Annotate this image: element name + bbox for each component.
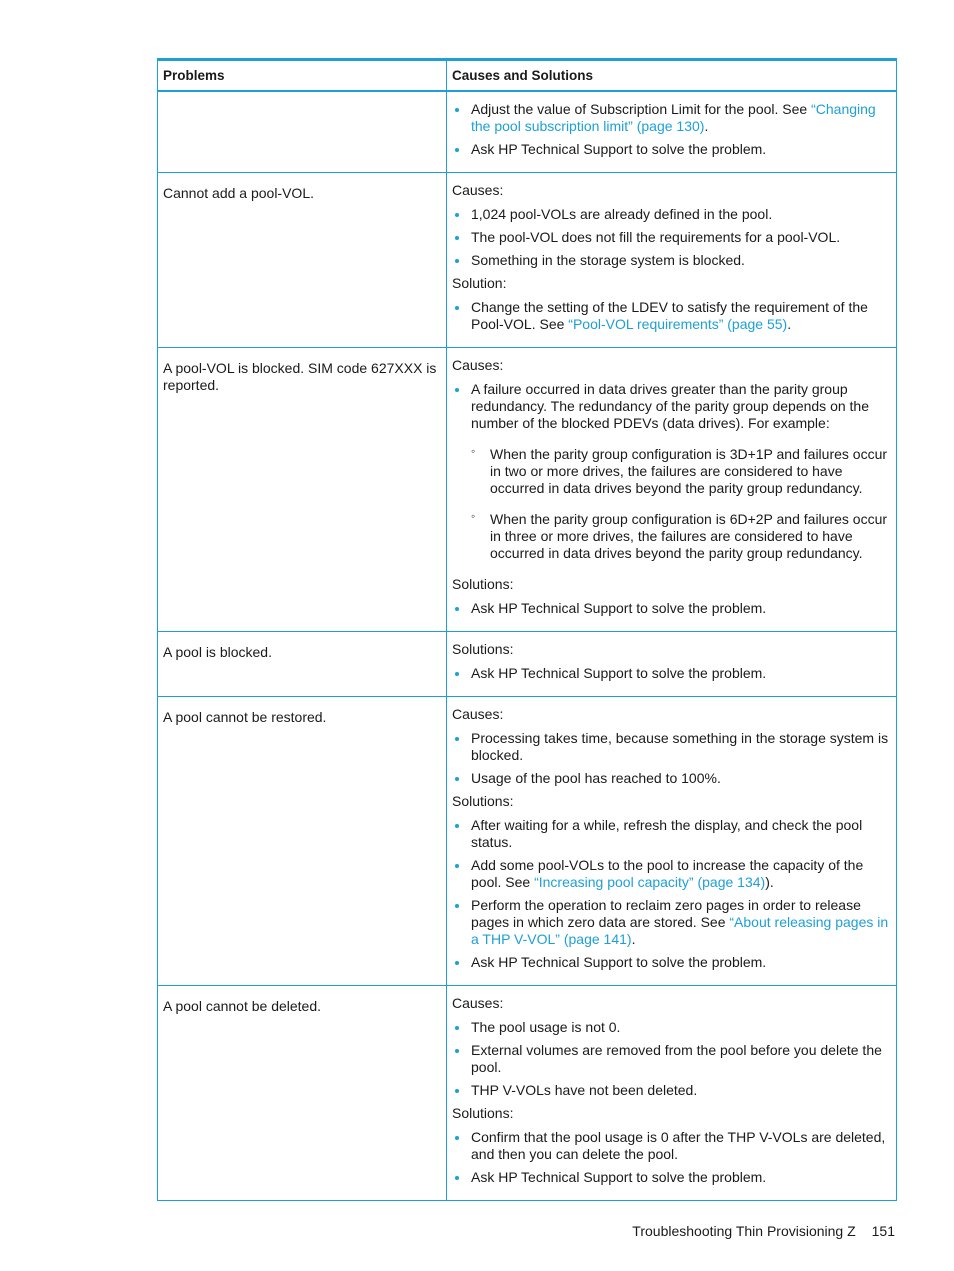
bullet-list — [452, 101, 890, 158]
link-changing-pool-subscription-limit[interactable]: “Changing the pool subscription limit” (page 130) — [471, 101, 876, 134]
list-item: External volumes are removed from the pool before you delete the pool. — [452, 1042, 890, 1076]
problem-cell: A pool is blocked. — [158, 632, 447, 697]
sub-list — [471, 446, 890, 562]
list-item: THP V-VOLs have not been deleted. — [452, 1082, 890, 1099]
causes-list — [452, 206, 890, 269]
text: ). — [765, 874, 774, 890]
causes-label: Causes: — [452, 182, 504, 198]
problem-cell: Cannot add a pool-VOL. — [158, 173, 447, 348]
solutions-list — [452, 817, 890, 971]
causes-list — [452, 730, 890, 787]
list-item: Ask HP Technical Support to solve the problem. — [452, 600, 890, 617]
list-item: Confirm that the pool usage is 0 after the THP V-VOLs are deleted, and then you can delete the pool. — [452, 1129, 890, 1163]
list-item: Ask HP Technical Support to solve the problem. — [452, 665, 890, 682]
text: Add some pool-VOLs to the pool to increase the capacity of the pool. See — [471, 857, 864, 890]
problem-cell: A pool-VOL is blocked. SIM code 627XXX is reported. — [158, 348, 447, 632]
problem-cell — [158, 91, 447, 173]
problem-cell: A pool cannot be deleted. — [158, 986, 447, 1201]
solution-cell — [447, 91, 897, 173]
list-item: Something in the storage system is blocked. — [452, 252, 890, 269]
list-item: The pool-VOL does not fill the requirements for a pool-VOL. — [452, 229, 890, 246]
solution-label: Solution: — [452, 275, 507, 291]
solution-cell — [447, 986, 897, 1201]
list-item: Processing takes time, because something in the storage system is blocked. — [452, 730, 890, 764]
list-item: Ask HP Technical Support to solve the problem. — [452, 1169, 890, 1186]
problem-cell: A pool cannot be restored. — [158, 697, 447, 986]
page-footer — [632, 1223, 895, 1240]
header-causes-solutions: Causes and Solutions — [447, 60, 897, 92]
list-item — [452, 381, 890, 562]
table-row — [158, 986, 897, 1201]
solutions-list — [452, 600, 890, 617]
text: Change the setting of the LDEV to satisfy the requirement of the Pool-VOL. See — [471, 299, 868, 332]
text: . — [704, 118, 709, 134]
link-pool-vol-requirements[interactable]: “Pool-VOL requirements” (page 55) — [568, 316, 788, 332]
solution-cell — [447, 348, 897, 632]
solutions-list — [452, 299, 890, 333]
solution-cell — [447, 697, 897, 986]
list-item — [452, 857, 890, 891]
text: . — [631, 931, 636, 947]
text: . — [787, 316, 792, 332]
table-row — [158, 348, 897, 632]
footer-title: Troubleshooting Thin Provisioning Z — [632, 1223, 856, 1239]
list-item: The pool usage is not 0. — [452, 1019, 890, 1036]
list-item: Usage of the pool has reached to 100%. — [452, 770, 890, 787]
solution-cell — [447, 173, 897, 348]
causes-list — [452, 1019, 890, 1099]
solution-cell — [447, 632, 897, 697]
solutions-label: Solutions: — [452, 641, 514, 657]
solutions-label: Solutions: — [452, 576, 514, 592]
sub-list-item: ◦ When the parity group configuration is 3D+1P and failures occur in two or more drives, the failures are considered to have occurred in data drives beyond the parity group redundancy. — [471, 446, 890, 497]
text: Adjust the value of Subscription Limit for the pool. See — [471, 101, 812, 117]
table-row — [158, 91, 897, 173]
text: Perform the operation to reclaim zero pages in order to release pages in which zero data are stored. See — [471, 897, 861, 930]
text: A failure occurred in data drives greater than the parity group redundancy. The redundancy of the parity group depends on the number of the blocked PDEVs (data drives). For example: — [471, 381, 869, 431]
list-item — [452, 897, 890, 948]
page-number: 151 — [871, 1223, 895, 1239]
header-problems: Problems — [158, 60, 447, 92]
link-increasing-pool-capacity[interactable]: “Increasing pool capacity” (page 134) — [534, 874, 766, 890]
causes-label: Causes: — [452, 357, 504, 373]
solutions-list — [452, 665, 890, 682]
table-row — [158, 173, 897, 348]
link-about-releasing-pages[interactable]: “About releasing pages in a THP V-VOL” (page 141) — [471, 914, 889, 947]
list-item — [452, 101, 890, 135]
solutions-label: Solutions: — [452, 1105, 514, 1121]
causes-label: Causes: — [452, 995, 504, 1011]
table-header-row — [158, 60, 897, 92]
sub-list-item: ◦ When the parity group configuration is 6D+2P and failures occur in three or more drives, the failures are considered to have occurred in data drives beyond the parity group redundancy. — [471, 511, 890, 562]
table-row — [158, 697, 897, 986]
troubleshooting-table — [157, 58, 897, 1201]
list-item: After waiting for a while, refresh the display, and check the pool status. — [452, 817, 890, 851]
table-row — [158, 632, 897, 697]
causes-label: Causes: — [452, 706, 504, 722]
list-item: 1,024 pool-VOLs are already defined in the pool. — [452, 206, 890, 223]
list-item: Ask HP Technical Support to solve the problem. — [452, 954, 890, 971]
list-item: Ask HP Technical Support to solve the problem. — [452, 141, 890, 158]
list-item — [452, 299, 890, 333]
solutions-label: Solutions: — [452, 793, 514, 809]
solutions-list — [452, 1129, 890, 1186]
causes-list — [452, 381, 890, 562]
